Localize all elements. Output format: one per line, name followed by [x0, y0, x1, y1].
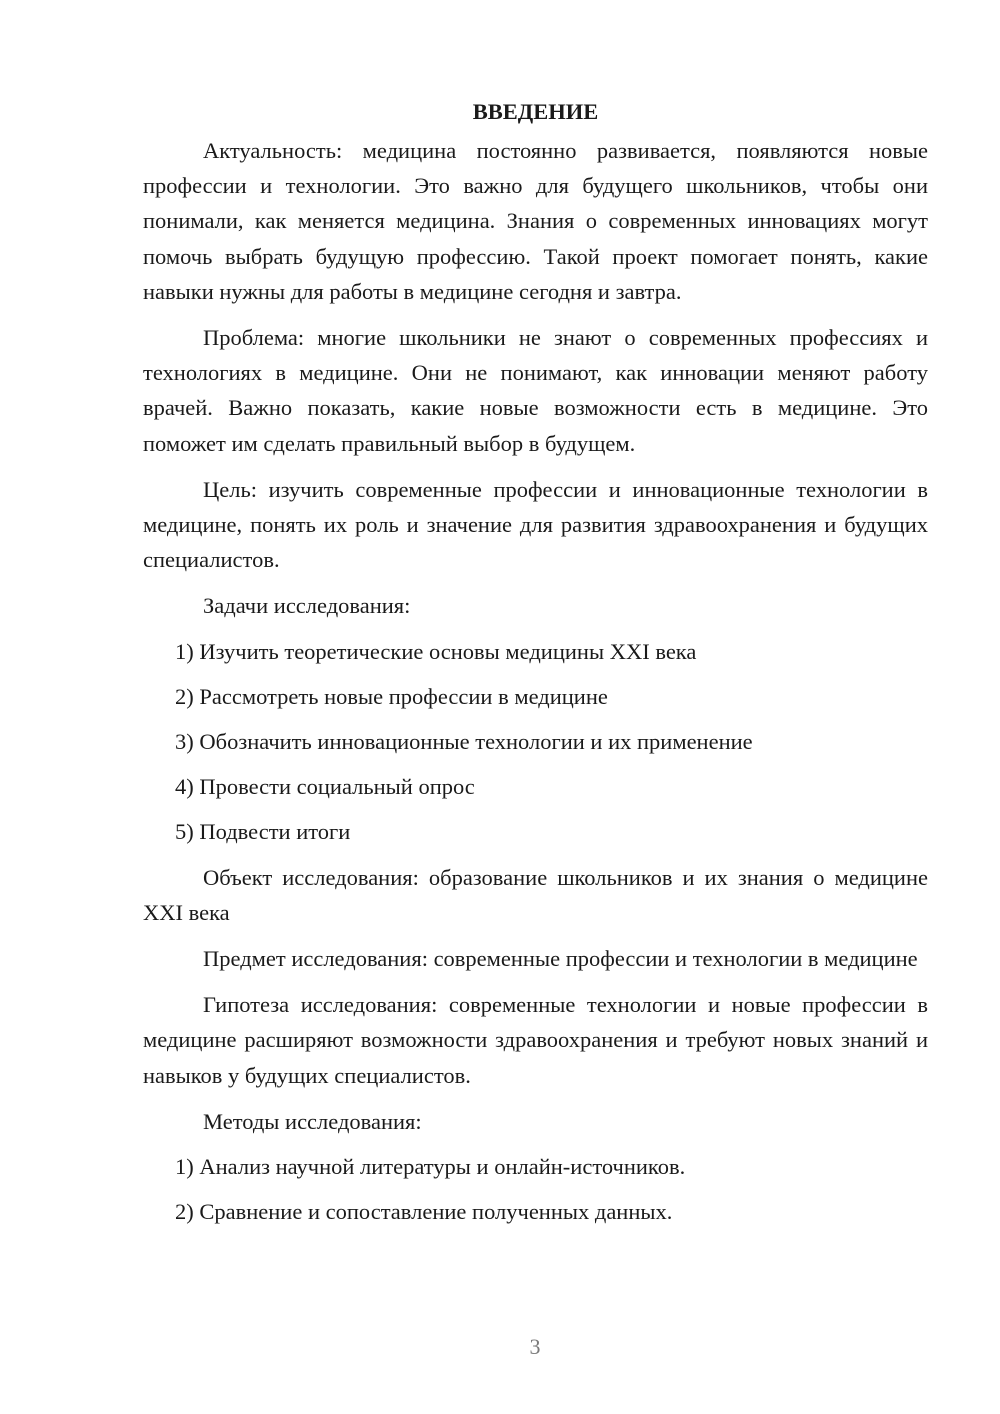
list-item: 4) Провести социальный опрос — [175, 774, 475, 800]
methods-list — [143, 1149, 928, 1229]
subject-paragraph: Предмет исследования: современные профессии и технологии в медицине — [203, 946, 918, 972]
relevance-paragraph: Актуальность: медицина постоянно развивается, появляются новые профессии и технологии. Это важно для будущего школьников, чтобы они понимали, как меняется медицина. Знания о современных инновациях могут помочь выбрать будущую профессию. Такой проект помогает понять, какие навыки нужны для работы в медицине сегодня и завтра. — [143, 138, 928, 304]
object-paragraph: Объект исследования: образование школьников и их знания о медицине XXI века — [143, 864, 928, 925]
tasks-list — [143, 634, 928, 850]
list-item: 5) Подвести итоги — [175, 819, 351, 845]
tasks-label: Задачи исследования: — [203, 593, 411, 619]
hypothesis-paragraph: Гипотеза исследования: современные технологии и новые профессии в медицине расширяют возможности здравоохранения и требуют новых знаний и навыков у будущих специалистов. — [143, 992, 928, 1088]
list-item: 2) Сравнение и сопоставление полученных данных. — [175, 1199, 673, 1225]
goal-paragraph: Цель: изучить современные профессии и инновационные технологии в медицине, понять их роль и значение для развития здравоохранения и будущих специалистов. — [143, 476, 928, 573]
list-item: 1) Анализ научной литературы и онлайн-источников. — [175, 1154, 686, 1180]
page-content — [143, 94, 928, 1239]
list-item: 3) Обозначить инновационные технологии и их применение — [175, 729, 753, 755]
list-item: 2) Рассмотреть новые профессии в медицине — [175, 683, 608, 709]
page-number: 3 — [529, 1334, 541, 1359]
problem-paragraph: Проблема: многие школьники не знают о современных профессиях и технологиях в медицине. Они не понимают, как инновации меняют работу врачей. Важно показать, какие новые возможности есть в медицине. Это поможет им сделать правильный выбор в будущем. — [143, 325, 928, 456]
methods-label: Методы исследования: — [203, 1108, 422, 1134]
section-heading: ВВЕДЕНИЕ — [472, 99, 599, 124]
list-item: 1) Изучить теоретические основы медицины XXI века — [175, 638, 697, 664]
